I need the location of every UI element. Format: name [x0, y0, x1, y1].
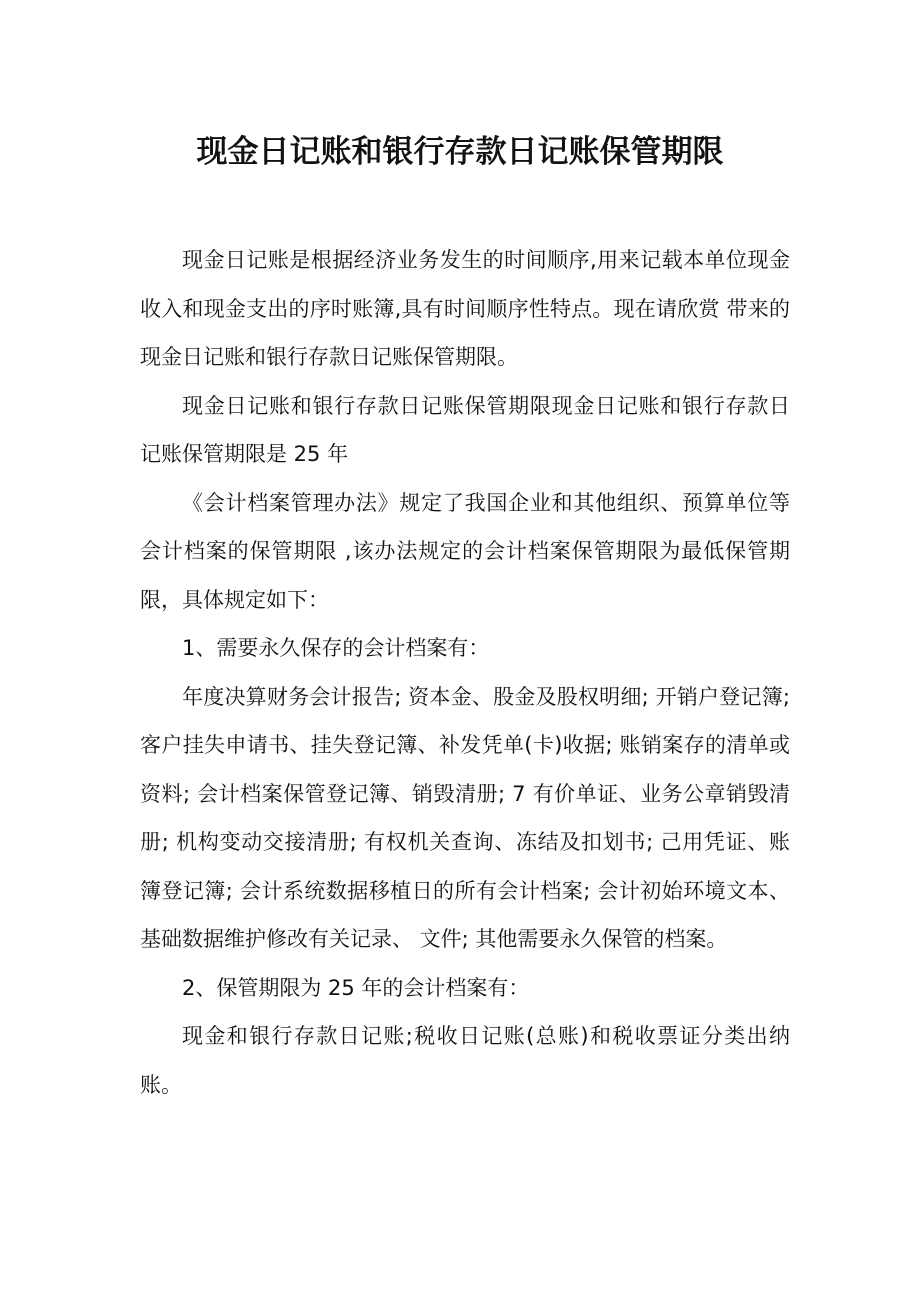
document-body — [140, 236, 790, 1109]
document-title: 现金日记账和银行存款日记账保管期限 — [196, 134, 724, 170]
paragraph-regulation: 《会计档案管理办法》规定了我国企业和其他组织、预算单位等会计档案的保管期限 ,该办法规定的会计档案保管期限为最低保管期限，具体规定如下： — [140, 490, 790, 612]
paragraph-25-years-heading: 2、保管期限为 25 年的会计档案有： — [182, 975, 530, 1000]
paragraph-25-years-list: 现金和银行存款日记账;税收日记账(总账)和税收票证分类出纳账。 — [140, 1024, 790, 1097]
paragraph-permanent-list: 年度决算财务会计报告; 资本金、股金及股权明细; 开销户登记簿; 客户挂失申请书、挂失登记簿、补发凭单(卡)收据; 账销案存的清单或资料; 会计档案保管登记簿、销毁清册; 7 有价单证、业务公章销毁清册; 机构变动交接清册; 有权机关查询、冻结及扣划书; 己用凭证、账簿登记簿; 会计系统数据移植日的所有会计档案; 会计初始环境文本、 基础数据维护修改有关记录、 文件; 其他需要永久保管的档案。 — [140, 684, 790, 951]
paragraph-retention-period: 现金日记账和银行存款日记账保管期限现金日记账和银行存款日记账保管期限是 25 年 — [140, 393, 790, 466]
paragraph-intro: 现金日记账是根据经济业务发生的时间顺序,用来记载本单位现金收入和现金支出的序时账簿,具有时间顺序性特点。现在请欣赏 带来的现金日记账和银行存款日记账保管期限。 — [140, 248, 790, 369]
paragraph-permanent-heading: 1、需要永久保存的会计档案有： — [182, 636, 490, 660]
